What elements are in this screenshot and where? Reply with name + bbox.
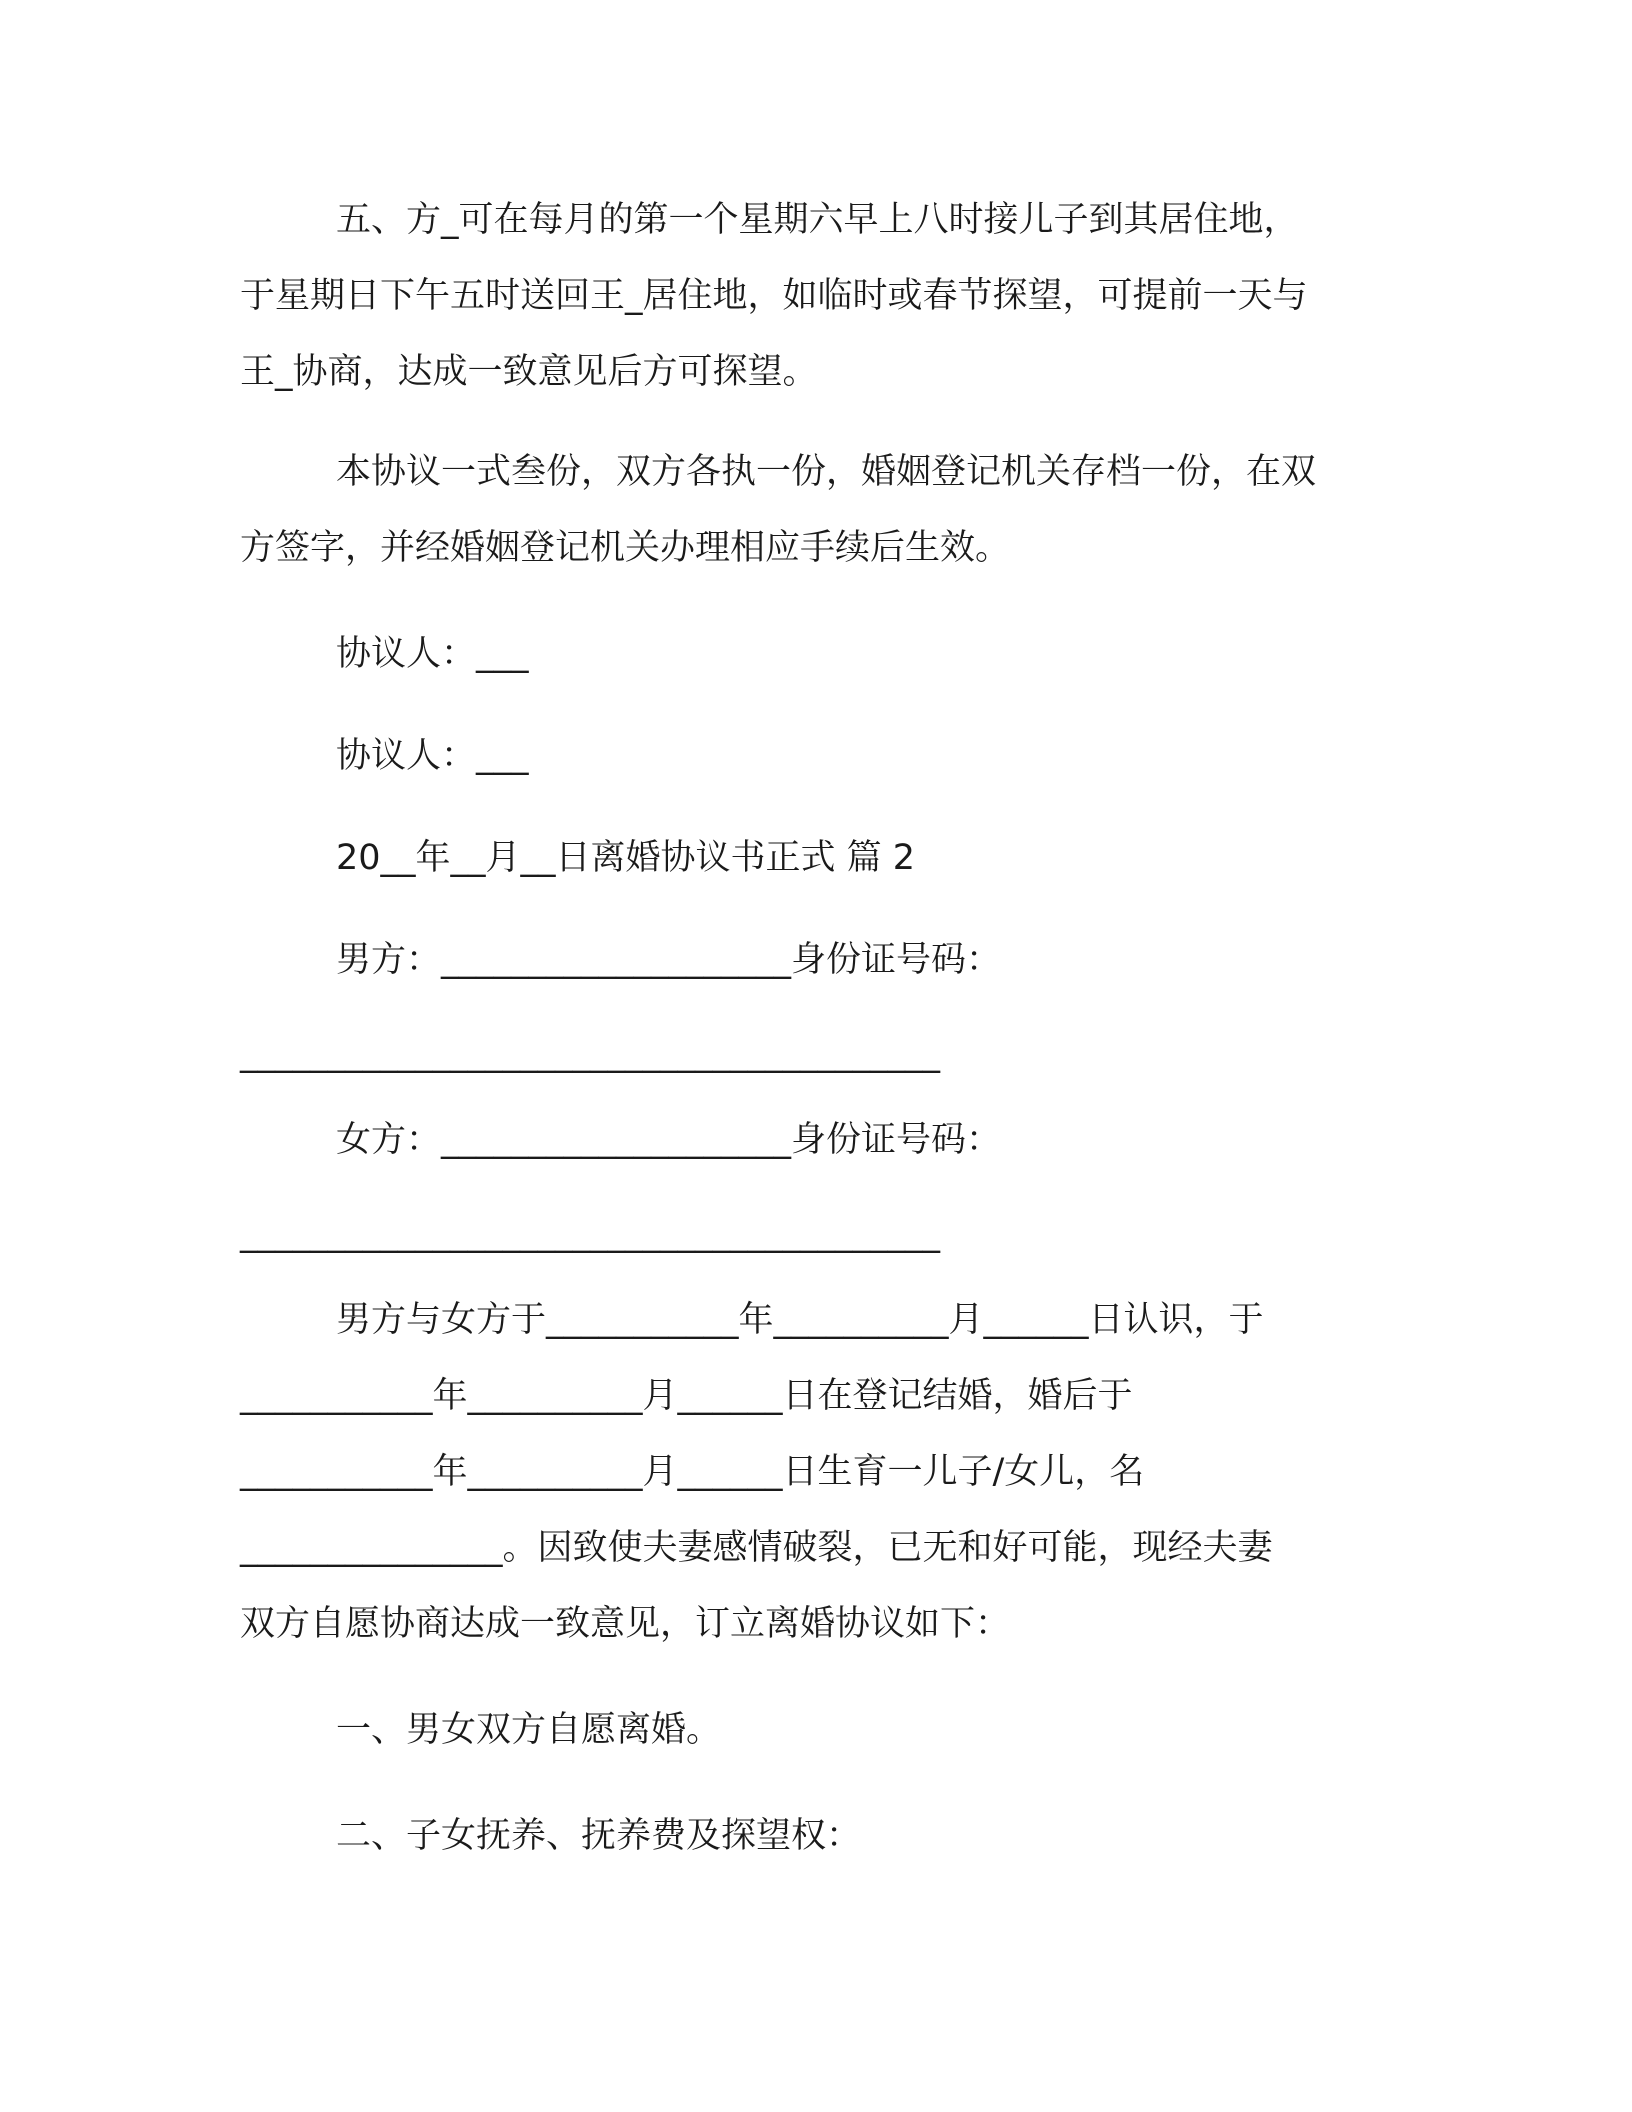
- clause-five-line-3: 王_协商，达成一致意见后方可探望。: [240, 352, 818, 392]
- clause-two: 二、子女抚养、抚养费及探望权：: [336, 1816, 862, 1856]
- marriage-paragraph-line-5: 双方自愿协商达成一致意见，订立离婚协议如下：: [240, 1604, 1011, 1644]
- clause-five-line-1: 五、方_可在每月的第一个星期六早上八时接儿子到其居住地，: [336, 200, 1299, 240]
- copies-paragraph-line-2: 方签字，并经婚姻登记机关办理相应手续后生效。: [240, 528, 1011, 568]
- clause-five-line-2: 于星期日下午五时送回王_居住地，如临时或春节探望，可提前一天与: [240, 276, 1308, 316]
- marriage-paragraph-line-1: 男方与女方于___________年__________月______日认识，于: [336, 1300, 1264, 1340]
- signatory-2: 协议人：___: [336, 736, 529, 776]
- copies-paragraph-line-1: 本协议一式叁份，双方各执一份，婚姻登记机关存档一份，在双: [336, 452, 1317, 492]
- male-id-blank: ________________________________________: [240, 1034, 940, 1074]
- marriage-paragraph-line-2: ___________年__________月______日在登记结婚，婚后于: [240, 1376, 1133, 1416]
- signatory-1: 协议人：___: [336, 634, 529, 674]
- marriage-paragraph-line-3: ___________年__________月______日生育一儿子/女儿，名: [240, 1452, 1145, 1492]
- female-id-blank: ________________________________________: [240, 1214, 940, 1254]
- male-party-line: 男方：____________________身份证号码：: [336, 940, 1002, 980]
- date-and-section-heading: 20__年__月__日离婚协议书正式 篇 2: [336, 838, 916, 878]
- clause-one: 一、男女双方自愿离婚。: [336, 1710, 722, 1750]
- female-party-line: 女方：____________________身份证号码：: [336, 1120, 1002, 1160]
- marriage-paragraph-line-4: _______________。因致使夫妻感情破裂，已无和好可能，现经夫妻: [240, 1528, 1273, 1568]
